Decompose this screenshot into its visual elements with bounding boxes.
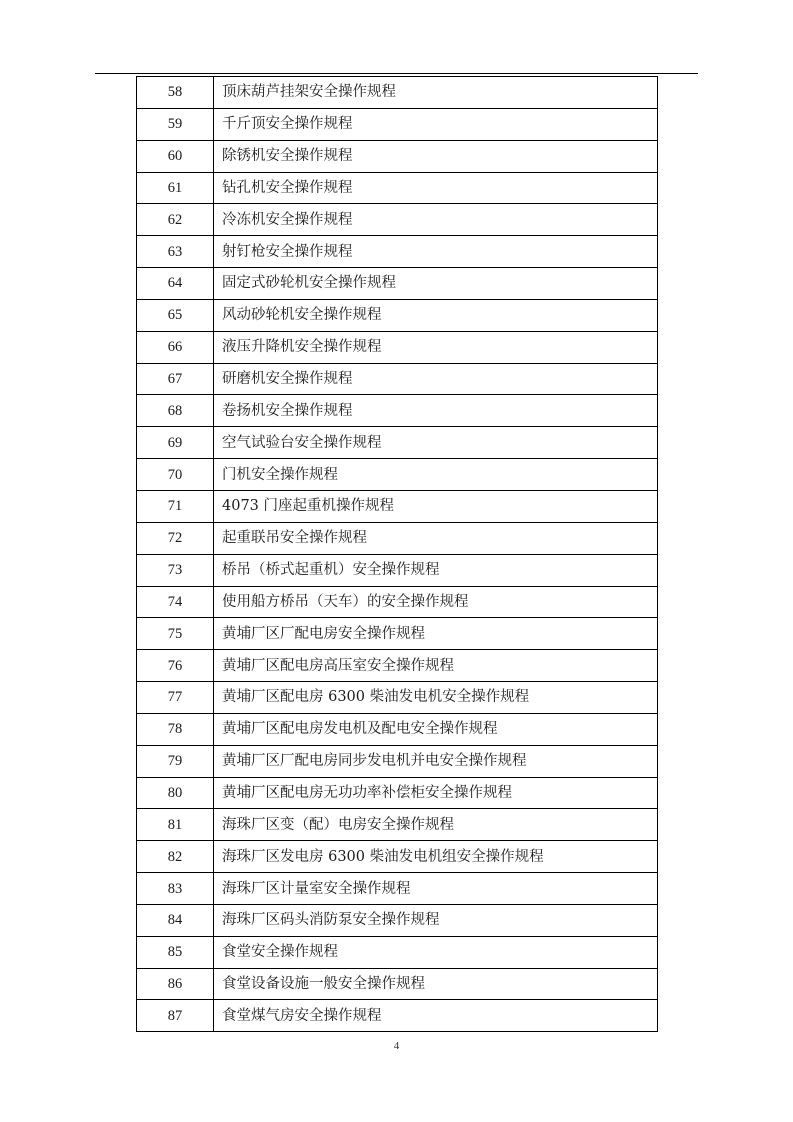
row-number: 85 — [137, 936, 214, 968]
row-number: 76 — [137, 650, 214, 682]
table-row — [137, 936, 658, 968]
row-number: 61 — [137, 172, 214, 204]
procedure-title: 黄埔厂区配电房无功功率补偿柜安全操作规程 — [214, 777, 658, 809]
procedure-title: 门机安全操作规程 — [214, 459, 658, 491]
procedure-title: 黄埔厂区配电房高压室安全操作规程 — [214, 650, 658, 682]
procedure-title: 食堂安全操作规程 — [214, 936, 658, 968]
procedure-title: 空气试验台安全操作规程 — [214, 427, 658, 459]
procedure-title: 冷冻机安全操作规程 — [214, 204, 658, 236]
table-row — [137, 745, 658, 777]
table-row — [137, 331, 658, 363]
row-number: 62 — [137, 204, 214, 236]
table-row — [137, 172, 658, 204]
procedure-title: 风动砂轮机安全操作规程 — [214, 299, 658, 331]
row-number: 74 — [137, 586, 214, 618]
table-row — [137, 554, 658, 586]
row-number: 59 — [137, 108, 214, 140]
table-row — [137, 140, 658, 172]
procedure-title: 桥吊（桥式起重机）安全操作规程 — [214, 554, 658, 586]
table-row — [137, 427, 658, 459]
table-row — [137, 299, 658, 331]
procedure-title: 黄埔厂区厂配电房同步发电机并电安全操作规程 — [214, 745, 658, 777]
row-number: 82 — [137, 841, 214, 873]
row-number: 65 — [137, 299, 214, 331]
table-row — [137, 522, 658, 554]
procedure-title: 起重联吊安全操作规程 — [214, 522, 658, 554]
table-row — [137, 841, 658, 873]
row-number: 70 — [137, 459, 214, 491]
row-number: 83 — [137, 873, 214, 905]
procedure-title: 黄埔厂区配电房 6300 柴油发电机安全操作规程 — [214, 682, 658, 714]
row-number: 79 — [137, 745, 214, 777]
table-row — [137, 682, 658, 714]
procedure-title: 使用船方桥吊（天车）的安全操作规程 — [214, 586, 658, 618]
procedure-title: 卷扬机安全操作规程 — [214, 395, 658, 427]
row-number: 71 — [137, 490, 214, 522]
row-number: 87 — [137, 1000, 214, 1032]
table-row — [137, 395, 658, 427]
table-row — [137, 268, 658, 300]
procedure-title: 除锈机安全操作规程 — [214, 140, 658, 172]
row-number: 66 — [137, 331, 214, 363]
procedure-title: 钻孔机安全操作规程 — [214, 172, 658, 204]
page-number: 4 — [393, 1040, 400, 1052]
row-number: 64 — [137, 268, 214, 300]
procedure-title: 4073 门座起重机操作规程 — [214, 490, 658, 522]
table-row — [137, 618, 658, 650]
procedure-title: 千斤顶安全操作规程 — [214, 108, 658, 140]
row-number: 73 — [137, 554, 214, 586]
header-rule — [95, 73, 698, 74]
table-row — [137, 873, 658, 905]
row-number: 69 — [137, 427, 214, 459]
procedure-title: 海珠厂区变（配）电房安全操作规程 — [214, 809, 658, 841]
table-row — [137, 490, 658, 522]
table-row — [137, 904, 658, 936]
procedure-title: 食堂煤气房安全操作规程 — [214, 1000, 658, 1032]
row-number: 58 — [137, 77, 214, 109]
row-number: 60 — [137, 140, 214, 172]
row-number: 72 — [137, 522, 214, 554]
row-number: 86 — [137, 968, 214, 1000]
row-number: 80 — [137, 777, 214, 809]
procedure-title: 食堂设备设施一般安全操作规程 — [214, 968, 658, 1000]
table-row — [137, 650, 658, 682]
procedure-title: 海珠厂区计量室安全操作规程 — [214, 873, 658, 905]
procedure-title: 射钉枪安全操作规程 — [214, 236, 658, 268]
procedure-title: 黄埔厂区配电房发电机及配电安全操作规程 — [214, 713, 658, 745]
row-number: 63 — [137, 236, 214, 268]
table-row — [137, 968, 658, 1000]
table-row — [137, 204, 658, 236]
table-row — [137, 1000, 658, 1032]
table-row — [137, 777, 658, 809]
row-number: 77 — [137, 682, 214, 714]
row-number: 68 — [137, 395, 214, 427]
row-number: 84 — [137, 904, 214, 936]
table-row — [137, 809, 658, 841]
row-number: 81 — [137, 809, 214, 841]
procedures-table — [136, 76, 658, 1032]
table-row — [137, 108, 658, 140]
procedures-table-body — [137, 77, 658, 1032]
procedure-title: 海珠厂区发电房 6300 柴油发电机组安全操作规程 — [214, 841, 658, 873]
row-number: 67 — [137, 363, 214, 395]
procedure-title: 顶床葫芦挂架安全操作规程 — [214, 77, 658, 109]
table-row — [137, 363, 658, 395]
table-row — [137, 77, 658, 109]
procedure-title: 海珠厂区码头消防泵安全操作规程 — [214, 904, 658, 936]
procedure-title: 固定式砂轮机安全操作规程 — [214, 268, 658, 300]
row-number: 75 — [137, 618, 214, 650]
procedure-title: 液压升降机安全操作规程 — [214, 331, 658, 363]
table-row — [137, 236, 658, 268]
table-row — [137, 713, 658, 745]
table-row — [137, 586, 658, 618]
procedure-title: 研磨机安全操作规程 — [214, 363, 658, 395]
row-number: 78 — [137, 713, 214, 745]
procedure-title: 黄埔厂区厂配电房安全操作规程 — [214, 618, 658, 650]
table-row — [137, 459, 658, 491]
